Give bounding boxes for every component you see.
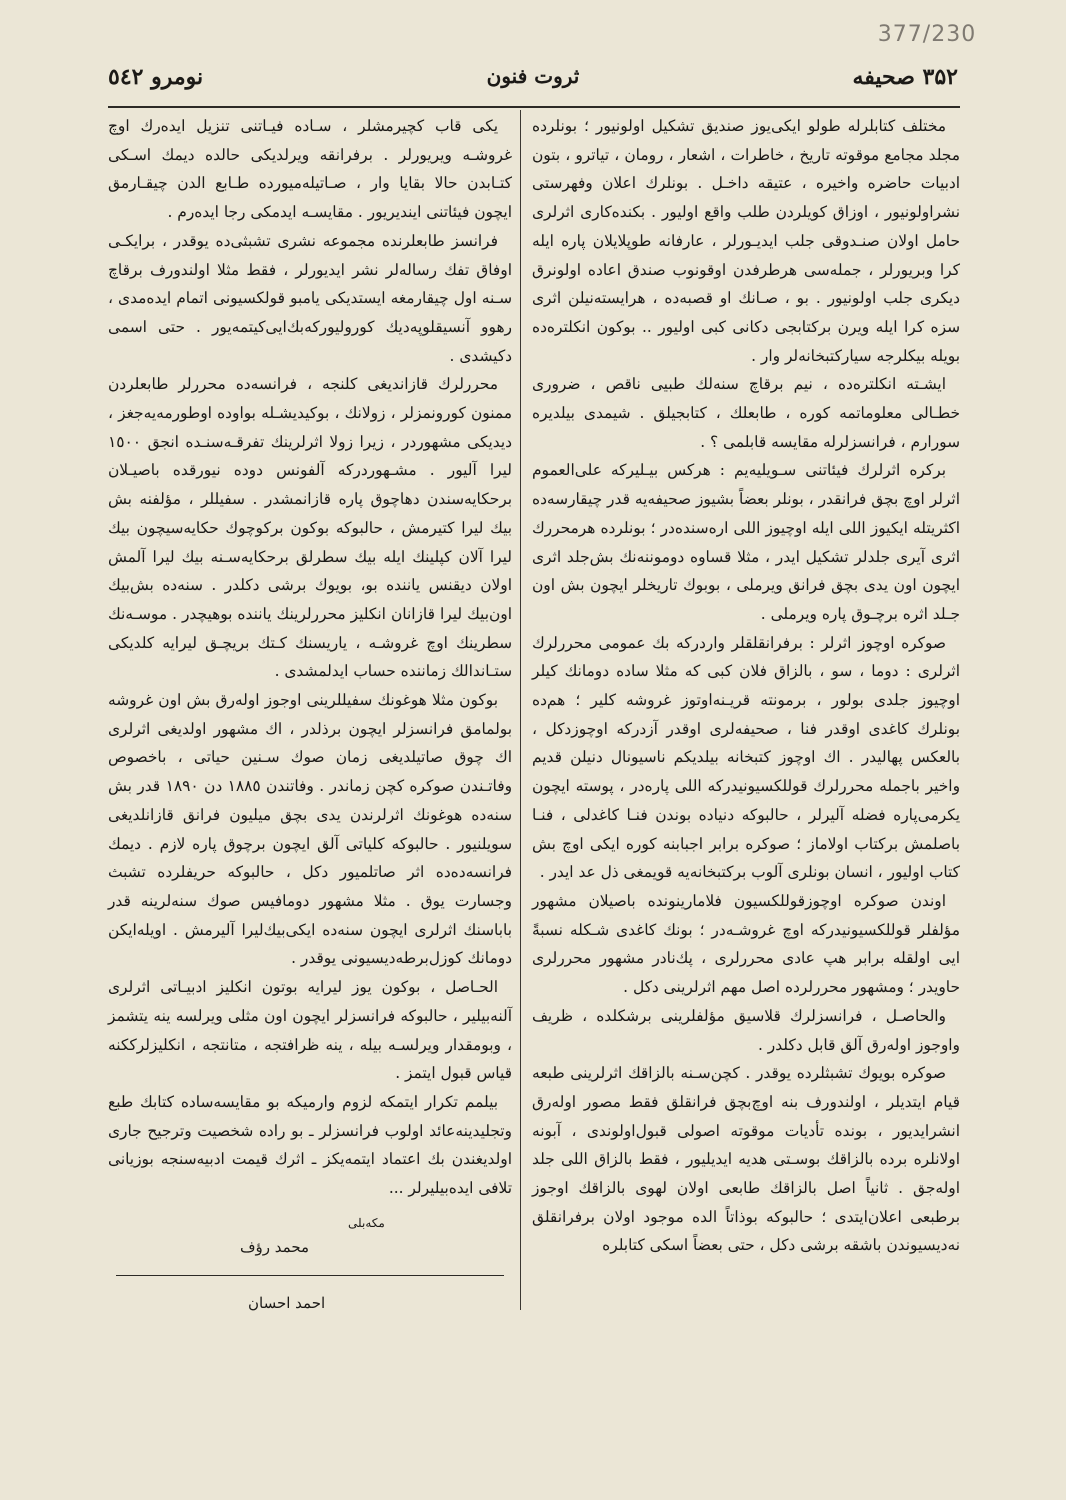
column-divider xyxy=(520,110,521,1310)
next-article-author: احمد احسان xyxy=(248,1293,326,1312)
paragraph: فرانسز طابعلرنده مجموعه نشری تشبثی‌ده یوقدر ، برایکـی اوفاق تفك رساله‌لر نشر ایدیورلر ، فقط مثلا اولندورف برقاچ سـنه اول چیقارمغه ایستدیکی یامبو قولکسیونی اتمام ایده‌مدی ، رهوو آنسیقلوپه‌دیك کوروليورکه‌بك‌ایی‌کیتمه‌یور . حتی اسمی دکیشدی . xyxy=(108,231,512,365)
paragraph: صوکره بویوك تشبثلرده یوقدر . کچن‌سـنه بالزاقك اثرلرینی طبعه قیام ایتدیلر ، اولندورف بنه اوچ‌بچق فرانقلق فقط مصور اوله‌رق انشرایدیور ، بونده تأدیات موقوته اصولی قبول‌اولوندی ، آبونه اولانلره برده بالزاقك بوسـتی هدیه ایدیلیور ، فقط بالزاق اللی جلد اوله‌جق . ثانیاً اصل بالزاقك طابعی اولان لهوی بالزاقك اوجوز برطبعی اعلان‌ایتدی ؛ حالبوکه بوذاتاً الده موجود اولان برفرانقلق نه‌دیسیوندن باشقه برشی دکل ، حتی بعضاً اسکی کتابلره xyxy=(532,1064,960,1255)
issue-label: نومرو ٥٤٢ xyxy=(108,64,204,90)
header-rule xyxy=(108,106,960,108)
signature-block xyxy=(108,1209,512,1321)
journal-title: ثروت فنون xyxy=(486,64,580,88)
signature-rule xyxy=(116,1275,504,1276)
paragraph: بیلمم تکرار ایتمکه لزوم وارمیکه بو مقایسه‌ساده کتابك طبع وتجلیدینه‌عائد اولوب فرانسزلر ـ بو راده شخصیت وترجیح جاری اولدیغندن بك اعتماد ایتمه‌یکز ـ اثرك قیمت ادبیه‌سنجه بوزیانی تلافی ایده‌بیلیرلر ... xyxy=(108,1092,512,1198)
paragraph: ایشـته انکلتره‌ده ، نیم برقاچ سنه‌لك طبیی ناقص ، ضروری خطـالی معلوماتمه کوره ، طابعلك ، کتابجیلق . شیمدی بیلدیره سورارم ، فرانسزلرله مقایسه قابلمی ؟ . xyxy=(532,375,960,451)
page-label: ۳۵۲ صحیفه xyxy=(852,64,958,90)
paragraph: صوکره اوچوز اثرلر : برفرانقلقلر واردرکه بك عمومی محررلرك اثرلری : دوما ، سو ، بالزاق فلان کبی که مثلا ساده دومانك کیلر اوچیوز جلدی بولور ، برمونته قریـنه‌اوتوز غروشه کلیر ؛ هم‌ده بونلرك کاغدی اوقدر فنا ، صحیفه‌لری اوقدر آزدرکه اوچوزدکل ، بالعکس پهالیدر . اك اوچوز کتبخانه بیلدیکم ناسیونال دنیلن قدیم واخیر باجمله محررلرك قوللکسیونیدرکه اللی پاره‌در ، پوسته ایچون یکرمی‌پاره فضله آلیرلر ، حالبوکه دنیاده بوندن فنـا کاغدلی ، فنـا باصلمش برکتاب اولاماز ؛ صوکره برابر اجبابنه کوره ایکی اوچ بش کتاب اولیور ، انسان بونلری آلوب برکتبخانه‌یه قویمغی ذل عد ایدر . xyxy=(532,633,960,882)
paragraph: الحـاصل ، بوکون یوز لیرایه بوتون انکلیز ادبیـاتی اثرلری آلنه‌بیلیر ، حالبوکه فرانسزلر ایچون اون مثلی ویرلسه ینه یتشمز ، وبومقدار ویرلسـه بیله ، ینه ظرافتجه ، متانتجه ، انکلیزلرککنه قیاس قبول ایتمز . xyxy=(108,978,512,1083)
paragraph: محررلرك قازاندیغی کلنجه ، فرانسه‌ده محررلر طابعلردن ممنون کورونمزلر ، زولانك ، بوکیدیشـله بواوده اوطورمه‌یه‌جغز ، دیدیکی مشهوردر ، زیرا زولا اثرلرینك تفرقـه‌سنـده انجق ١٥٠٠ لیرا آلیور . مشـهوردرکه آلفونس دوده نیورقده باصیـلان برحکایه‌سندن دها‌چوق پاره قازانمشدر . سفیللر ، مؤلفنه بش بیك لیرا کتیرمش ، حالبوکه بوکون برکوچوك حکایه‌سیچون بیك لیرا آلان کپلینك ایله بیك سطرلق برحکایه‌سـنه بیك لیرا آلمش اولان دیقنس یاننده بو، بویوك برشی دکلدر . سنه‌ده بش‌بیك اون‌بیك لیرا قازانان انکلیز محررلرینك یاننده بوهیچدر . موسـه‌نك سطرینك اوچ غروشـه ، یاریسنك کـتك بریچـق لیرایه کلدیکی ستـاندالك زماننده حساب ایدلمشدی . xyxy=(108,375,512,681)
paragraph: بوکون مثلا هوغونك سفیللرینی اوجوز اوله‌رق بش اون غروشه بولمامق فرانسزلر ایچون برذلدر ، اك مشهور اولدیغی اثرلری اك چوق صاتیلدیغی زمان صوك سـنین حیاتی ، باخصوص وفاتـندن صوکره کچن زماندر . وفاتندن ١٨٨٥ دن ١٨٩٠ قدر بش سنه‌ده هوغونك اثرلرندن یدی بچق میلیون فرانق قازانلدیغی سویلنیور . حالبوکه کلیاتی آلق ایچون برچوق پاره لازم . دیمك فرانسه‌ده‌ده اثر صاتلمیور دکل ، حالبوکه حریفلرده تشبث وجسارت یوق . مثلا مشهور دومافیس صوك سنه‌لرینه قدر باباسنك اثرلری ایچون سنه‌ده ایکی‌بیك‌لیرا آلیرمش . اویله‌ایکن دومانك کوزل‌برطه‌دیسیونی یوقدر . xyxy=(108,691,512,968)
paragraph: برکره اثرلرك فیئاتنی سـویلیه‌یم : هرکس بیـلیرکه علی‌العموم اثرلر اوچ بچق فرانقدر ، بونلر بعضاً بشیوز صحیفه‌یه قدر چیقارسه‌ده اکثریتله ایکیوز اللی ایله اوچیوز اللی اره‌سنده‌در ؛ بونلرده هرمحررك اثری آیری جلدلر تشکیل ایدر ، مثلا قساوه دوموننه‌نك بش‌جلد اثری ایچون اون یدی بچق فرانق ویرملی ، بوبوك تاریخلر ایچون بش اون جـلد اثره برچـوق پاره ویرملی . xyxy=(532,461,960,623)
page-header xyxy=(108,64,958,98)
archive-number: 377/230 xyxy=(877,22,977,47)
paragraph: مختلف کتابلرله طولو ایکی‌یوز صندیق تشکیل اولونیور ؛ بونلرده مجلد مجامع موقوته تاریخ ، خاطرات ، اشعار ، رومان ، تیاترو ، بتون ادبیات حاضره واخیره ، عتیقه داخـل . بونلرك اعلان وفهرستی نشراولونیور ، اوزاق کویلردن طلب واقع اولیور . بکنده‌کاری اثرلری حامل اولان صنـدوقی جلب ایدیـورلر ، عارفانه طوپلایلان پاره ایله کرا وبریورلر ، جمله‌سی هرطرفدن اوقونوب صندق اعاده اولونرق دیکری جلب اولونیور . بو ، صـانك او قصبه‌ده ، هرایسته‌نیلن اثری سزه کرا ایله ویرن برکتابجی دکانی کبی اولیور .. بوکون انکلتره‌ده بویله بیکلرجه سیارکتبخانه‌لر وار . xyxy=(532,117,960,365)
left-column xyxy=(108,112,512,1321)
signature-place: مکه‌بلی xyxy=(348,1215,385,1230)
right-column xyxy=(532,112,960,1260)
signature-author: محمد رؤف xyxy=(240,1237,310,1256)
paragraph: والحاصـل ، فرانسزلرك قلاسیق مؤلفلرینی برشکلده ، ظریف واوجوز اوله‌رق آلق قابل دکلدر . xyxy=(532,1006,960,1054)
paragraph: اوندن صوکره اوچوزقوللکسیون فلامارینونده باصیلان مشهور مؤلفلر قوللکسیونیدرکه اوچ غروشـه‌در ؛ بونك کاغدی شـکله نسبةً ایی اولقله برابر هپ عادی محررلری ، پك‌نادر مشهور محررلری حاویدر ؛ ومشهور محررلرده اصل مهم اثرلرینی دکل . xyxy=(532,891,960,997)
paragraph: یکی قاب کچیرمشلر ، سـاده فیـاتنی تنزیل ایده‌رك اوچ غروشـه ویریورلر . برفرانقه ویرلدیکی حالده دیمك اسـکی کتـابدن حالا بقایا وار ، صـاتیله‌میورده طـابع الدن چیقـارمق ایچون فیئاتنی ایندیریور . مقایسـه ایدمکی رجا ایده‌رم . xyxy=(108,117,512,222)
